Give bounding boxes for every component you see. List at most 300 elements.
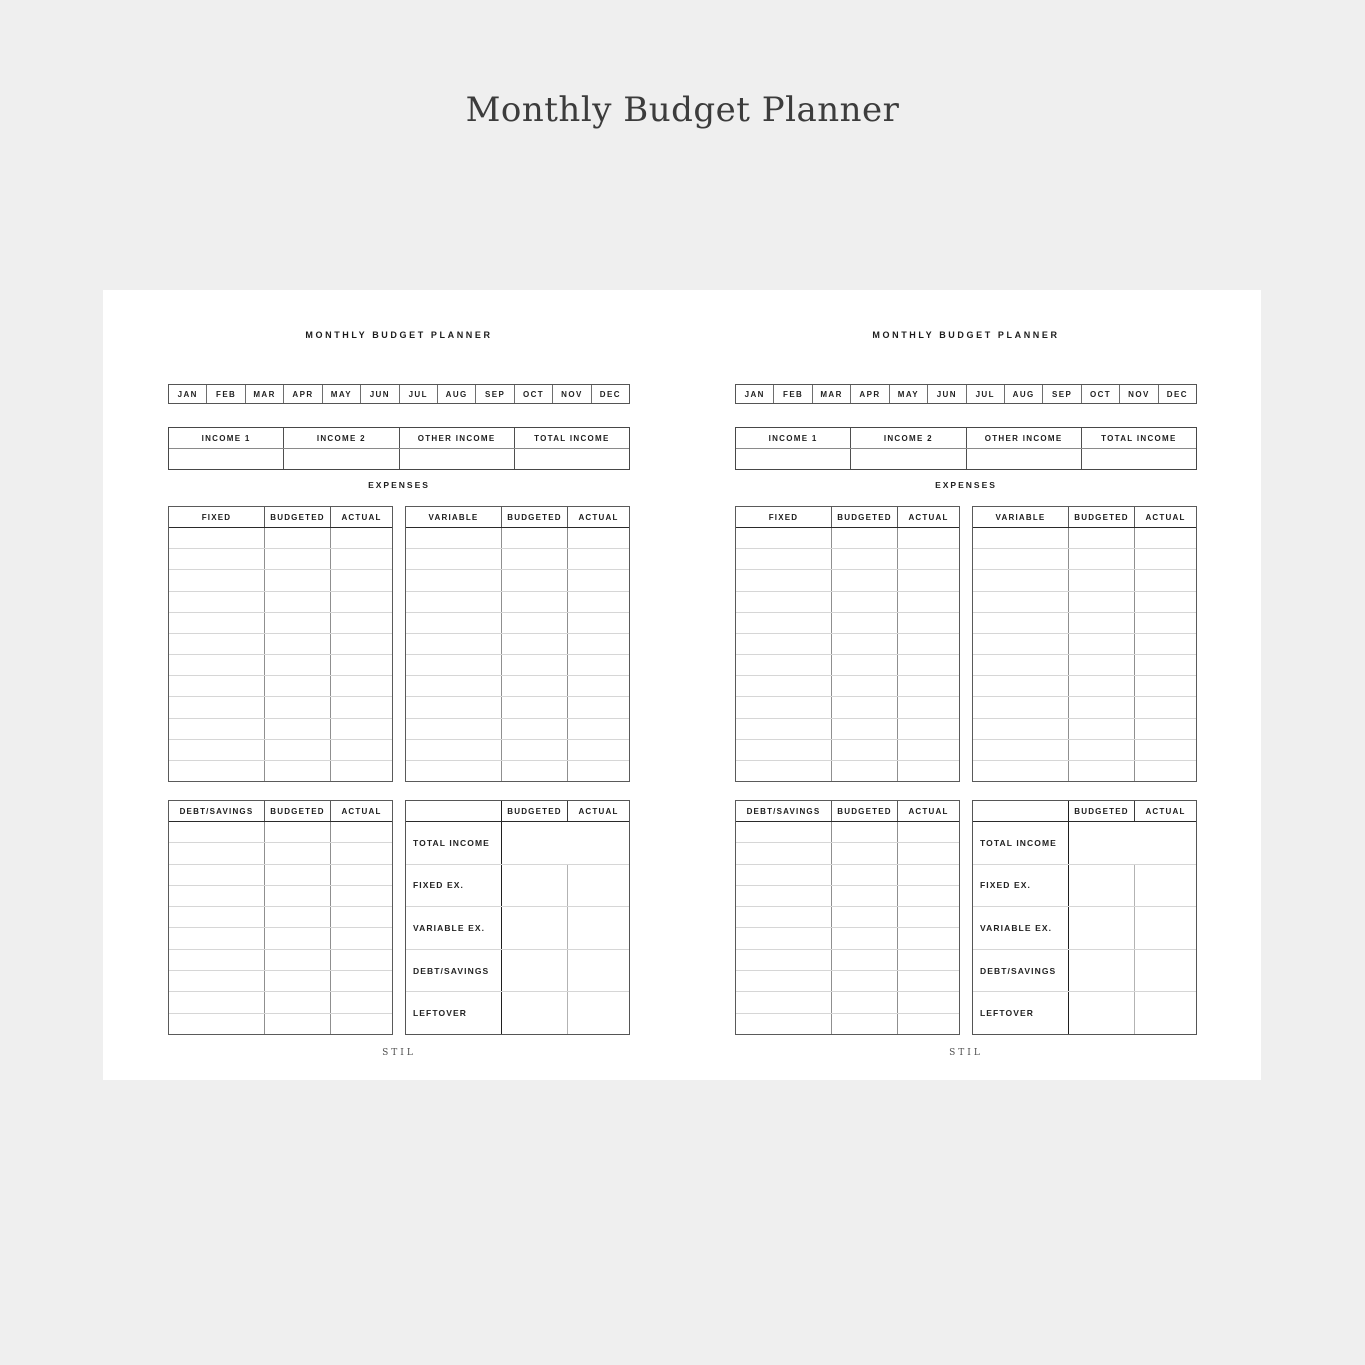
- summary-header-cell: ACTUAL: [1145, 806, 1186, 816]
- summary-header-spacer: [973, 801, 1069, 821]
- empty-cell: [265, 907, 331, 927]
- empty-row: [736, 886, 959, 907]
- empty-cell: [973, 549, 1069, 569]
- empty-cell: [169, 865, 265, 885]
- empty-row: [169, 971, 392, 992]
- income-body-row: [169, 449, 629, 469]
- empty-cell: [331, 928, 392, 948]
- summary-actual-cell: [1135, 907, 1196, 949]
- empty-cell: [736, 634, 832, 654]
- income-empty-cell: [515, 449, 629, 469]
- empty-cell: [898, 928, 959, 948]
- empty-row: [406, 549, 629, 570]
- empty-cell: [736, 740, 832, 760]
- empty-cell: [736, 950, 832, 970]
- empty-cell: [568, 634, 629, 654]
- summary-row-label: FIXED EX.: [406, 865, 502, 907]
- empty-row: [736, 719, 959, 740]
- income-body-row: [736, 449, 1196, 469]
- empty-cell: [736, 592, 832, 612]
- empty-cell: [973, 719, 1069, 739]
- empty-cell: [832, 592, 898, 612]
- summary-row-label: LEFTOVER: [406, 992, 502, 1034]
- empty-cell: [331, 1014, 392, 1034]
- empty-row: [973, 570, 1196, 591]
- debt-savings-table: [735, 800, 960, 1035]
- empty-cell: [568, 740, 629, 760]
- table-header-cell: ACTUAL: [908, 512, 949, 522]
- empty-cell: [736, 613, 832, 633]
- empty-row: [736, 697, 959, 718]
- month-cell: OCT: [1082, 385, 1120, 403]
- income-header-cell: INCOME 2: [284, 428, 399, 448]
- empty-row: [169, 886, 392, 907]
- empty-row: [406, 613, 629, 634]
- empty-cell: [169, 634, 265, 654]
- empty-cell: [898, 676, 959, 696]
- summary-row: [406, 822, 629, 865]
- income-header-row: [169, 428, 629, 449]
- empty-cell: [1135, 719, 1196, 739]
- empty-cell: [406, 634, 502, 654]
- empty-row: [169, 570, 392, 591]
- month-cell: MAR: [246, 385, 284, 403]
- debt-savings-table: [168, 800, 393, 1035]
- table-header-cell: ACTUAL: [908, 806, 949, 816]
- month-cell: AUG: [1005, 385, 1043, 403]
- empty-row: [736, 1014, 959, 1034]
- summary-actual-cell: [568, 907, 629, 949]
- summary-row: [973, 950, 1196, 993]
- empty-row: [169, 655, 392, 676]
- empty-cell: [331, 822, 392, 842]
- empty-row: [169, 740, 392, 761]
- empty-cell: [1135, 676, 1196, 696]
- empty-row: [169, 1014, 392, 1034]
- table-header-cell: DEBT/SAVINGS: [169, 801, 265, 821]
- summary-row: [406, 950, 629, 993]
- empty-row: [973, 676, 1196, 697]
- empty-row: [973, 697, 1196, 718]
- empty-row: [406, 740, 629, 761]
- empty-cell: [169, 740, 265, 760]
- empty-cell: [265, 761, 331, 781]
- empty-cell: [568, 592, 629, 612]
- empty-row: [973, 613, 1196, 634]
- empty-cell: [832, 907, 898, 927]
- month-cell: JUN: [361, 385, 399, 403]
- empty-row: [973, 528, 1196, 549]
- empty-row: [169, 528, 392, 549]
- table-body: [169, 822, 392, 1034]
- empty-cell: [169, 1014, 265, 1034]
- income-header-cell: INCOME 2: [851, 428, 966, 448]
- empty-row: [973, 761, 1196, 781]
- empty-cell: [832, 697, 898, 717]
- empty-cell: [169, 992, 265, 1012]
- summary-body: [406, 822, 629, 1034]
- variable-expenses-table: [972, 506, 1197, 782]
- income-header-cell: TOTAL INCOME: [534, 433, 610, 443]
- income-empty-cell: [284, 449, 399, 469]
- table-header-cell: BUDGETED: [832, 801, 898, 821]
- empty-cell: [1069, 676, 1135, 696]
- empty-cell: [1069, 570, 1135, 590]
- empty-cell: [1135, 528, 1196, 548]
- income-empty-cell: [967, 449, 1082, 469]
- empty-cell: [736, 992, 832, 1012]
- summary-row-label: TOTAL INCOME: [973, 822, 1069, 864]
- empty-cell: [169, 655, 265, 675]
- summary-budgeted-cell: [1069, 865, 1135, 907]
- page-heading: MONTHLY BUDGET PLANNER: [305, 330, 493, 340]
- empty-row: [736, 676, 959, 697]
- empty-cell: [1069, 528, 1135, 548]
- month-row: [735, 384, 1197, 404]
- empty-cell: [265, 1014, 331, 1034]
- empty-cell: [832, 570, 898, 590]
- empty-cell: [331, 528, 392, 548]
- empty-cell: [331, 865, 392, 885]
- empty-cell: [736, 570, 832, 590]
- month-cell: JUL: [400, 385, 438, 403]
- income-empty-cell: [851, 449, 966, 469]
- income-empty-cell: [169, 449, 284, 469]
- empty-row: [736, 592, 959, 613]
- empty-cell: [169, 719, 265, 739]
- empty-cell: [1135, 592, 1196, 612]
- empty-cell: [736, 655, 832, 675]
- income-header-cell: TOTAL INCOME: [1101, 433, 1177, 443]
- empty-cell: [406, 740, 502, 760]
- empty-cell: [736, 843, 832, 863]
- empty-row: [169, 634, 392, 655]
- empty-cell: [169, 549, 265, 569]
- empty-cell: [736, 886, 832, 906]
- empty-row: [736, 613, 959, 634]
- empty-cell: [331, 697, 392, 717]
- empty-cell: [898, 740, 959, 760]
- empty-row: [736, 950, 959, 971]
- empty-cell: [568, 528, 629, 548]
- empty-cell: [832, 822, 898, 842]
- empty-row: [406, 676, 629, 697]
- summary-row: [406, 907, 629, 950]
- empty-row: [736, 761, 959, 781]
- empty-cell: [973, 761, 1069, 781]
- summary-row-label: VARIABLE EX.: [973, 907, 1069, 949]
- empty-cell: [973, 634, 1069, 654]
- empty-cell: [265, 592, 331, 612]
- empty-cell: [736, 719, 832, 739]
- empty-cell: [169, 971, 265, 991]
- empty-cell: [169, 928, 265, 948]
- income-empty-cell: [1082, 449, 1196, 469]
- empty-cell: [331, 676, 392, 696]
- empty-cell: [331, 761, 392, 781]
- empty-row: [973, 549, 1196, 570]
- empty-cell: [898, 697, 959, 717]
- empty-cell: [832, 528, 898, 548]
- empty-row: [169, 761, 392, 781]
- empty-cell: [406, 697, 502, 717]
- empty-row: [169, 865, 392, 886]
- empty-row: [169, 928, 392, 949]
- empty-cell: [331, 886, 392, 906]
- empty-cell: [169, 950, 265, 970]
- empty-cell: [169, 843, 265, 863]
- summary-row: [406, 992, 629, 1034]
- empty-cell: [736, 928, 832, 948]
- summary-row: [406, 865, 629, 908]
- empty-cell: [169, 676, 265, 696]
- empty-cell: [169, 570, 265, 590]
- empty-row: [169, 697, 392, 718]
- summary-merged-cell: [502, 822, 629, 864]
- brand-logo: STIL: [382, 1048, 416, 1058]
- month-cell: FEB: [207, 385, 245, 403]
- empty-cell: [169, 592, 265, 612]
- fixed-expenses-table: [735, 506, 960, 782]
- empty-cell: [1069, 613, 1135, 633]
- income-empty-cell: [400, 449, 515, 469]
- empty-cell: [502, 613, 568, 633]
- empty-row: [736, 992, 959, 1013]
- income-table: [168, 427, 630, 470]
- empty-cell: [169, 822, 265, 842]
- empty-cell: [265, 634, 331, 654]
- empty-cell: [406, 592, 502, 612]
- summary-budgeted-cell: [502, 950, 568, 992]
- month-cell: MAY: [890, 385, 928, 403]
- empty-cell: [331, 613, 392, 633]
- empty-cell: [832, 992, 898, 1012]
- empty-cell: [265, 528, 331, 548]
- empty-cell: [502, 592, 568, 612]
- empty-row: [169, 719, 392, 740]
- empty-row: [973, 634, 1196, 655]
- month-cell: NOV: [1120, 385, 1158, 403]
- empty-cell: [331, 992, 392, 1012]
- summary-row-label: DEBT/SAVINGS: [406, 950, 502, 992]
- month-cell: SEP: [1043, 385, 1081, 403]
- table-header-cell: ACTUAL: [341, 512, 382, 522]
- month-cell: FEB: [774, 385, 812, 403]
- table-header-cell: DEBT/SAVINGS: [736, 801, 832, 821]
- table-header-cell: BUDGETED: [1069, 507, 1135, 527]
- empty-cell: [1069, 592, 1135, 612]
- empty-row: [736, 528, 959, 549]
- empty-cell: [832, 634, 898, 654]
- table-header-cell: BUDGETED: [832, 507, 898, 527]
- empty-cell: [502, 697, 568, 717]
- empty-cell: [502, 549, 568, 569]
- empty-cell: [568, 676, 629, 696]
- table-body: [736, 528, 959, 781]
- empty-cell: [331, 634, 392, 654]
- empty-cell: [265, 886, 331, 906]
- empty-row: [736, 549, 959, 570]
- table-header-row: [169, 507, 392, 528]
- empty-cell: [1135, 570, 1196, 590]
- summary-row-label: VARIABLE EX.: [406, 907, 502, 949]
- empty-row: [169, 907, 392, 928]
- empty-cell: [1135, 740, 1196, 760]
- empty-cell: [832, 1014, 898, 1034]
- table-body: [973, 528, 1196, 781]
- empty-cell: [898, 549, 959, 569]
- planner-page-1: [168, 330, 630, 1065]
- empty-row: [169, 822, 392, 843]
- empty-row: [406, 528, 629, 549]
- empty-cell: [736, 528, 832, 548]
- empty-cell: [406, 570, 502, 590]
- empty-cell: [1069, 719, 1135, 739]
- table-header-cell: VARIABLE: [406, 507, 502, 527]
- empty-cell: [265, 928, 331, 948]
- income-table: [735, 427, 1197, 470]
- summary-table: [972, 800, 1197, 1035]
- table-header-cell: FIXED: [169, 507, 265, 527]
- summary-header-row: [973, 801, 1196, 822]
- empty-cell: [406, 761, 502, 781]
- summary-row: [973, 865, 1196, 908]
- table-header-cell: FIXED: [736, 507, 832, 527]
- empty-cell: [898, 865, 959, 885]
- empty-cell: [973, 676, 1069, 696]
- empty-cell: [832, 676, 898, 696]
- month-cell: JUL: [967, 385, 1005, 403]
- empty-cell: [832, 886, 898, 906]
- empty-cell: [1069, 697, 1135, 717]
- empty-row: [736, 570, 959, 591]
- empty-cell: [1135, 549, 1196, 569]
- summary-table: [405, 800, 630, 1035]
- empty-row: [736, 928, 959, 949]
- empty-cell: [1135, 761, 1196, 781]
- empty-cell: [973, 613, 1069, 633]
- empty-cell: [568, 613, 629, 633]
- empty-cell: [331, 740, 392, 760]
- table-header-cell: BUDGETED: [265, 507, 331, 527]
- empty-row: [169, 613, 392, 634]
- empty-cell: [898, 719, 959, 739]
- empty-row: [169, 950, 392, 971]
- empty-cell: [973, 697, 1069, 717]
- income-header-cell: OTHER INCOME: [967, 428, 1082, 448]
- planner-page-2: [735, 330, 1197, 1065]
- empty-row: [736, 865, 959, 886]
- empty-cell: [169, 613, 265, 633]
- empty-cell: [502, 655, 568, 675]
- summary-budgeted-cell: [1069, 992, 1135, 1034]
- empty-cell: [736, 971, 832, 991]
- empty-cell: [973, 592, 1069, 612]
- page-title: Monthly Budget Planner: [465, 90, 900, 130]
- empty-row: [406, 655, 629, 676]
- summary-header-row: [406, 801, 629, 822]
- table-header-row: [169, 801, 392, 822]
- empty-cell: [736, 865, 832, 885]
- empty-cell: [832, 928, 898, 948]
- empty-cell: [502, 570, 568, 590]
- empty-cell: [406, 528, 502, 548]
- empty-cell: [331, 950, 392, 970]
- empty-row: [406, 570, 629, 591]
- summary-header-cell: BUDGETED: [1069, 801, 1135, 821]
- summary-row-label: LEFTOVER: [973, 992, 1069, 1034]
- empty-cell: [265, 992, 331, 1012]
- empty-cell: [736, 549, 832, 569]
- empty-cell: [265, 843, 331, 863]
- empty-row: [973, 655, 1196, 676]
- empty-cell: [736, 822, 832, 842]
- income-header-cell: OTHER INCOME: [400, 428, 515, 448]
- empty-cell: [1135, 697, 1196, 717]
- month-cell: MAR: [813, 385, 851, 403]
- month-cell: DEC: [599, 389, 621, 399]
- empty-cell: [1135, 655, 1196, 675]
- empty-cell: [832, 740, 898, 760]
- table-body: [406, 528, 629, 781]
- income-header-row: [736, 428, 1196, 449]
- table-header-row: [736, 801, 959, 822]
- empty-cell: [832, 971, 898, 991]
- empty-cell: [568, 761, 629, 781]
- empty-row: [736, 655, 959, 676]
- empty-cell: [736, 761, 832, 781]
- income-header-cell: INCOME 1: [169, 428, 284, 448]
- empty-cell: [568, 570, 629, 590]
- summary-header-spacer: [406, 801, 502, 821]
- empty-cell: [832, 843, 898, 863]
- month-cell: APR: [284, 385, 322, 403]
- summary-budgeted-cell: [502, 865, 568, 907]
- empty-cell: [1069, 634, 1135, 654]
- month-cell: MAY: [323, 385, 361, 403]
- summary-budgeted-cell: [1069, 907, 1135, 949]
- planner-sheet: [103, 290, 1261, 1080]
- empty-cell: [502, 528, 568, 548]
- table-header-row: [973, 507, 1196, 528]
- summary-header-cell: BUDGETED: [502, 801, 568, 821]
- empty-cell: [406, 613, 502, 633]
- table-header-cell: ACTUAL: [341, 806, 382, 816]
- empty-cell: [406, 719, 502, 739]
- empty-cell: [736, 907, 832, 927]
- summary-budgeted-cell: [502, 907, 568, 949]
- empty-cell: [898, 528, 959, 548]
- table-body: [736, 822, 959, 1034]
- empty-cell: [832, 549, 898, 569]
- empty-cell: [169, 761, 265, 781]
- empty-cell: [265, 676, 331, 696]
- empty-cell: [1135, 613, 1196, 633]
- summary-body: [973, 822, 1196, 1034]
- empty-cell: [736, 1014, 832, 1034]
- empty-cell: [502, 740, 568, 760]
- empty-cell: [832, 761, 898, 781]
- empty-cell: [502, 676, 568, 696]
- empty-row: [736, 740, 959, 761]
- empty-cell: [832, 613, 898, 633]
- empty-row: [973, 592, 1196, 613]
- empty-cell: [265, 740, 331, 760]
- table-header-cell: BUDGETED: [265, 801, 331, 821]
- empty-row: [736, 971, 959, 992]
- empty-cell: [568, 697, 629, 717]
- empty-cell: [502, 719, 568, 739]
